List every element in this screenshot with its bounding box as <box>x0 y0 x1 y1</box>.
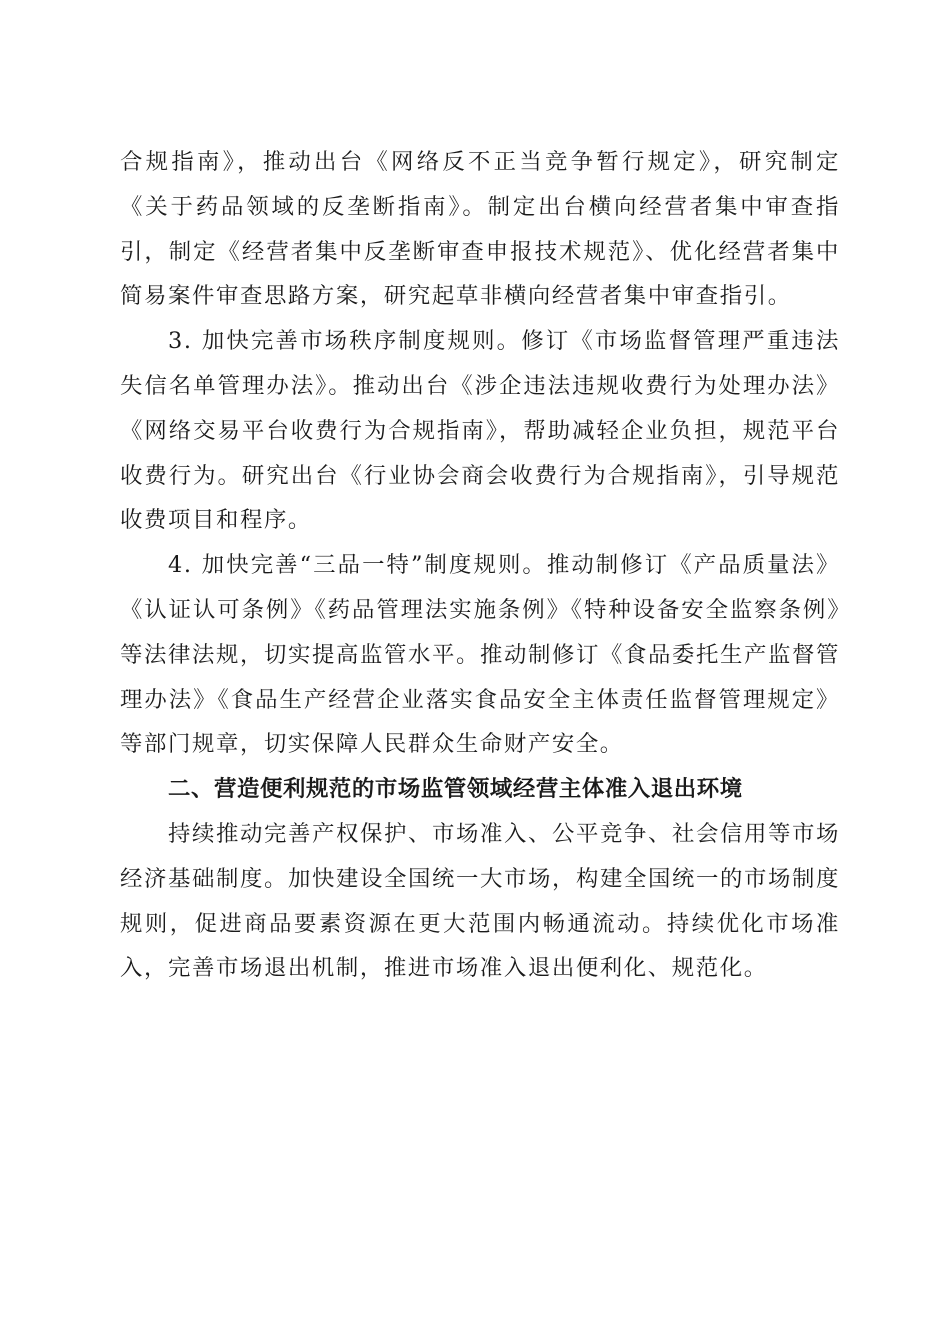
section-heading-2: 二、营造便利规范的市场监管领域经营主体准入退出环境 <box>168 776 743 803</box>
paragraph-section-2-body: 持续推动完善产权保护、市场准入、公平竞争、社会信用等市场经济基础制度。加快建设全国统一大市场，构建全国统一的市场制度规则，促进商品要素资源在更大范围内畅通流动。持续优化市场准入，完善市场退出机制，推进市场准入退出便利化、规范化。 <box>120 820 840 982</box>
document-body <box>120 140 840 991</box>
paragraph-continuation: 合规指南》，推动出台《网络反不正当竞争暂行规定》，研究制定《关于药品领域的反垄断指南》。制定出台横向经营者集中审查指引，制定《经营者集中反垄断审查申报技术规范》、优化经营者集中简易案件审查思路方案，研究起草非横向经营者集中审查指引。 <box>120 149 840 310</box>
paragraph-item-4: 4. 加快完善“三品一特”制度规则。推动制修订《产品质量法》《认证认可条例》《药品管理法实施条例》《特种设备安全监察条例》等法律法规，切实提高监管水平。推动制修订《食品委托生产监督管理办法》《食品生产经营企业落实食品安全主体责任监督管理规定》等部门规章，切实保障人民群众生命财产安全。 <box>120 552 840 758</box>
paragraph-item-3: 3. 加快完善市场秩序制度规则。修订《市场监督管理严重违法失信名单管理办法》。推动出台《涉企违法违规收费行为处理办法》《网络交易平台收费行为合规指南》，帮助减轻企业负担，规范平台收费行为。研究出台《行业协会商会收费行为合规指南》，引导规范收费项目和程序。 <box>120 328 840 534</box>
